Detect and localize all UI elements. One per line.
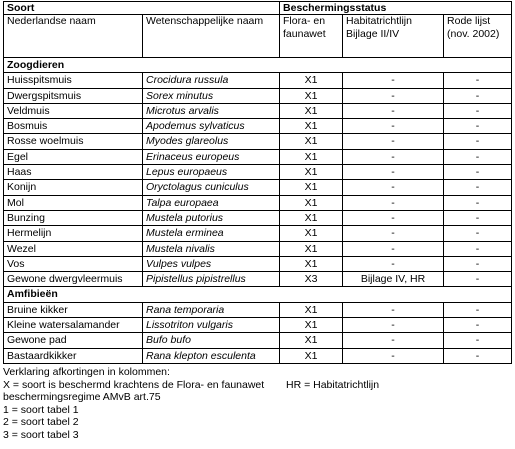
table-row bbox=[4, 333, 512, 348]
cell-flora-faunawet: X1 bbox=[280, 73, 343, 88]
cell-rode-lijst: - bbox=[444, 210, 512, 225]
cell-nederlandse-naam: Haas bbox=[4, 165, 143, 180]
cell-wetenschappelijke-naam: Lepus europaeus bbox=[143, 165, 280, 180]
cell-nederlandse-naam: Gewone pad bbox=[4, 333, 143, 348]
column-header-nederlandse-naam: Nederlandse naam bbox=[4, 15, 143, 58]
cell-wetenschappelijke-naam: Crocidura russula bbox=[143, 73, 280, 88]
cell-flora-faunawet: X1 bbox=[280, 103, 343, 118]
cell-nederlandse-naam: Bosmuis bbox=[4, 119, 143, 134]
cell-wetenschappelijke-naam: Mustela putorius bbox=[143, 210, 280, 225]
cell-rode-lijst: - bbox=[444, 119, 512, 134]
table-row bbox=[4, 73, 512, 88]
cell-wetenschappelijke-naam: Lissotriton vulgaris bbox=[143, 318, 280, 333]
cell-nederlandse-naam: Kleine watersalamander bbox=[4, 318, 143, 333]
cell-rode-lijst: - bbox=[444, 180, 512, 195]
cell-rode-lijst: - bbox=[444, 348, 512, 363]
cell-nederlandse-naam: Gewone dwergvleermuis bbox=[4, 272, 143, 287]
cell-rode-lijst: - bbox=[444, 241, 512, 256]
cell-rode-lijst: - bbox=[444, 103, 512, 118]
legend-tabel-2: 2 = soort tabel 2 bbox=[3, 416, 79, 429]
cell-habitatrichtlijn: - bbox=[343, 302, 444, 317]
cell-flora-faunawet: X3 bbox=[280, 272, 343, 287]
cell-flora-faunawet: X1 bbox=[280, 165, 343, 180]
cell-flora-faunawet: X1 bbox=[280, 119, 343, 134]
cell-wetenschappelijke-naam: Myodes glareolus bbox=[143, 134, 280, 149]
cell-habitatrichtlijn: - bbox=[343, 134, 444, 149]
table-header-row-columns bbox=[4, 15, 512, 58]
cell-habitatrichtlijn: Bijlage IV, HR bbox=[343, 272, 444, 287]
cell-rode-lijst: - bbox=[444, 318, 512, 333]
cell-flora-faunawet: X1 bbox=[280, 195, 343, 210]
cell-wetenschappelijke-naam: Rana klepton esculenta bbox=[143, 348, 280, 363]
cell-nederlandse-naam: Konijn bbox=[4, 180, 143, 195]
cell-rode-lijst: - bbox=[444, 195, 512, 210]
cell-wetenschappelijke-naam: Rana temporaria bbox=[143, 302, 280, 317]
cell-flora-faunawet: X1 bbox=[280, 241, 343, 256]
section-row bbox=[4, 287, 512, 302]
table-row bbox=[4, 256, 512, 271]
cell-habitatrichtlijn: - bbox=[343, 103, 444, 118]
cell-wetenschappelijke-naam: Pipistellus pipistrellus bbox=[143, 272, 280, 287]
cell-flora-faunawet: X1 bbox=[280, 88, 343, 103]
cell-habitatrichtlijn: - bbox=[343, 119, 444, 134]
cell-wetenschappelijke-naam: Apodemus sylvaticus bbox=[143, 119, 280, 134]
cell-nederlandse-naam: Bunzing bbox=[4, 210, 143, 225]
table-row bbox=[4, 348, 512, 363]
cell-habitatrichtlijn: - bbox=[343, 149, 444, 164]
cell-rode-lijst: - bbox=[444, 134, 512, 149]
table-row bbox=[4, 119, 512, 134]
cell-flora-faunawet: X1 bbox=[280, 318, 343, 333]
table-row bbox=[4, 241, 512, 256]
section-title: Amfibieën bbox=[4, 287, 512, 302]
table-row bbox=[4, 318, 512, 333]
table-body bbox=[4, 58, 512, 364]
column-header-wetenschappelijke-naam: Wetenschappelijke naam bbox=[143, 15, 280, 58]
cell-habitatrichtlijn: - bbox=[343, 241, 444, 256]
cell-rode-lijst: - bbox=[444, 88, 512, 103]
cell-wetenschappelijke-naam: Talpa europaea bbox=[143, 195, 280, 210]
cell-wetenschappelijke-naam: Mustela erminea bbox=[143, 226, 280, 241]
cell-habitatrichtlijn: - bbox=[343, 180, 444, 195]
legend-x-line bbox=[3, 379, 511, 392]
abbreviation-legend bbox=[3, 366, 511, 442]
cell-habitatrichtlijn: - bbox=[343, 318, 444, 333]
cell-nederlandse-naam: Veldmuis bbox=[4, 103, 143, 118]
cell-rode-lijst: - bbox=[444, 272, 512, 287]
cell-wetenschappelijke-naam: Oryctolagus cuniculus bbox=[143, 180, 280, 195]
header-beschermingsstatus: Beschermingsstatus bbox=[280, 2, 512, 15]
cell-wetenschappelijke-naam: Microtus arvalis bbox=[143, 103, 280, 118]
table-row bbox=[4, 195, 512, 210]
cell-nederlandse-naam: Rosse woelmuis bbox=[4, 134, 143, 149]
legend-tabel-1: 1 = soort tabel 1 bbox=[3, 403, 79, 416]
cell-rode-lijst: - bbox=[444, 165, 512, 180]
cell-flora-faunawet: X1 bbox=[280, 226, 343, 241]
cell-habitatrichtlijn: - bbox=[343, 348, 444, 363]
cell-flora-faunawet: X1 bbox=[280, 210, 343, 225]
table-row bbox=[4, 134, 512, 149]
table-header-row-main bbox=[4, 2, 512, 15]
table-row bbox=[4, 149, 512, 164]
cell-wetenschappelijke-naam: Sorex minutus bbox=[143, 88, 280, 103]
cell-habitatrichtlijn: - bbox=[343, 256, 444, 271]
cell-nederlandse-naam: Dwergspitsmuis bbox=[4, 88, 143, 103]
cell-habitatrichtlijn: - bbox=[343, 88, 444, 103]
table-row bbox=[4, 103, 512, 118]
table-row bbox=[4, 302, 512, 317]
table-row bbox=[4, 226, 512, 241]
cell-nederlandse-naam: Hermelijn bbox=[4, 226, 143, 241]
cell-flora-faunawet: X1 bbox=[280, 256, 343, 271]
cell-habitatrichtlijn: - bbox=[343, 195, 444, 210]
cell-flora-faunawet: X1 bbox=[280, 134, 343, 149]
legend-x-text: X = soort is beschermd krachtens de Flora- en faunawet bbox=[3, 378, 265, 391]
table-row bbox=[4, 165, 512, 180]
cell-habitatrichtlijn: - bbox=[343, 165, 444, 180]
legend-hr-text: HR = Habitatrichtlijn bbox=[286, 378, 380, 391]
cell-flora-faunawet: X1 bbox=[280, 333, 343, 348]
table-row bbox=[4, 210, 512, 225]
column-header-rode-lijst: Rode lijst (nov. 2002) bbox=[444, 15, 512, 58]
cell-rode-lijst: - bbox=[444, 302, 512, 317]
cell-rode-lijst: - bbox=[444, 73, 512, 88]
legend-regime: beschermingsregime AMvB art.75 bbox=[3, 391, 161, 404]
cell-flora-faunawet: X1 bbox=[280, 302, 343, 317]
section-row bbox=[4, 58, 512, 73]
column-header-habitatrichtlijn: Habitatrichtlijn Bijlage II/IV bbox=[343, 15, 444, 58]
table-row bbox=[4, 272, 512, 287]
legend-tabel-3: 3 = soort tabel 3 bbox=[3, 428, 79, 441]
cell-rode-lijst: - bbox=[444, 149, 512, 164]
header-soort: Soort bbox=[4, 2, 280, 15]
section-title: Zoogdieren bbox=[4, 58, 512, 73]
table-row bbox=[4, 88, 512, 103]
cell-nederlandse-naam: Bastaardkikker bbox=[4, 348, 143, 363]
cell-habitatrichtlijn: - bbox=[343, 333, 444, 348]
cell-nederlandse-naam: Bruine kikker bbox=[4, 302, 143, 317]
cell-wetenschappelijke-naam: Vulpes vulpes bbox=[143, 256, 280, 271]
cell-wetenschappelijke-naam: Erinaceus europeus bbox=[143, 149, 280, 164]
cell-wetenschappelijke-naam: Bufo bufo bbox=[143, 333, 280, 348]
table-row bbox=[4, 180, 512, 195]
species-protection-table bbox=[3, 1, 512, 364]
column-header-flora-faunawet: Flora- en faunawet bbox=[280, 15, 343, 58]
cell-rode-lijst: - bbox=[444, 226, 512, 241]
cell-flora-faunawet: X1 bbox=[280, 149, 343, 164]
cell-nederlandse-naam: Huisspitsmuis bbox=[4, 73, 143, 88]
cell-habitatrichtlijn: - bbox=[343, 73, 444, 88]
legend-intro: Verklaring afkortingen in kolommen: bbox=[3, 366, 170, 378]
cell-nederlandse-naam: Mol bbox=[4, 195, 143, 210]
cell-rode-lijst: - bbox=[444, 333, 512, 348]
cell-wetenschappelijke-naam: Mustela nivalis bbox=[143, 241, 280, 256]
cell-rode-lijst: - bbox=[444, 256, 512, 271]
cell-flora-faunawet: X1 bbox=[280, 348, 343, 363]
cell-habitatrichtlijn: - bbox=[343, 210, 444, 225]
cell-nederlandse-naam: Egel bbox=[4, 149, 143, 164]
cell-nederlandse-naam: Vos bbox=[4, 256, 143, 271]
cell-flora-faunawet: X1 bbox=[280, 180, 343, 195]
cell-nederlandse-naam: Wezel bbox=[4, 241, 143, 256]
cell-habitatrichtlijn: - bbox=[343, 226, 444, 241]
